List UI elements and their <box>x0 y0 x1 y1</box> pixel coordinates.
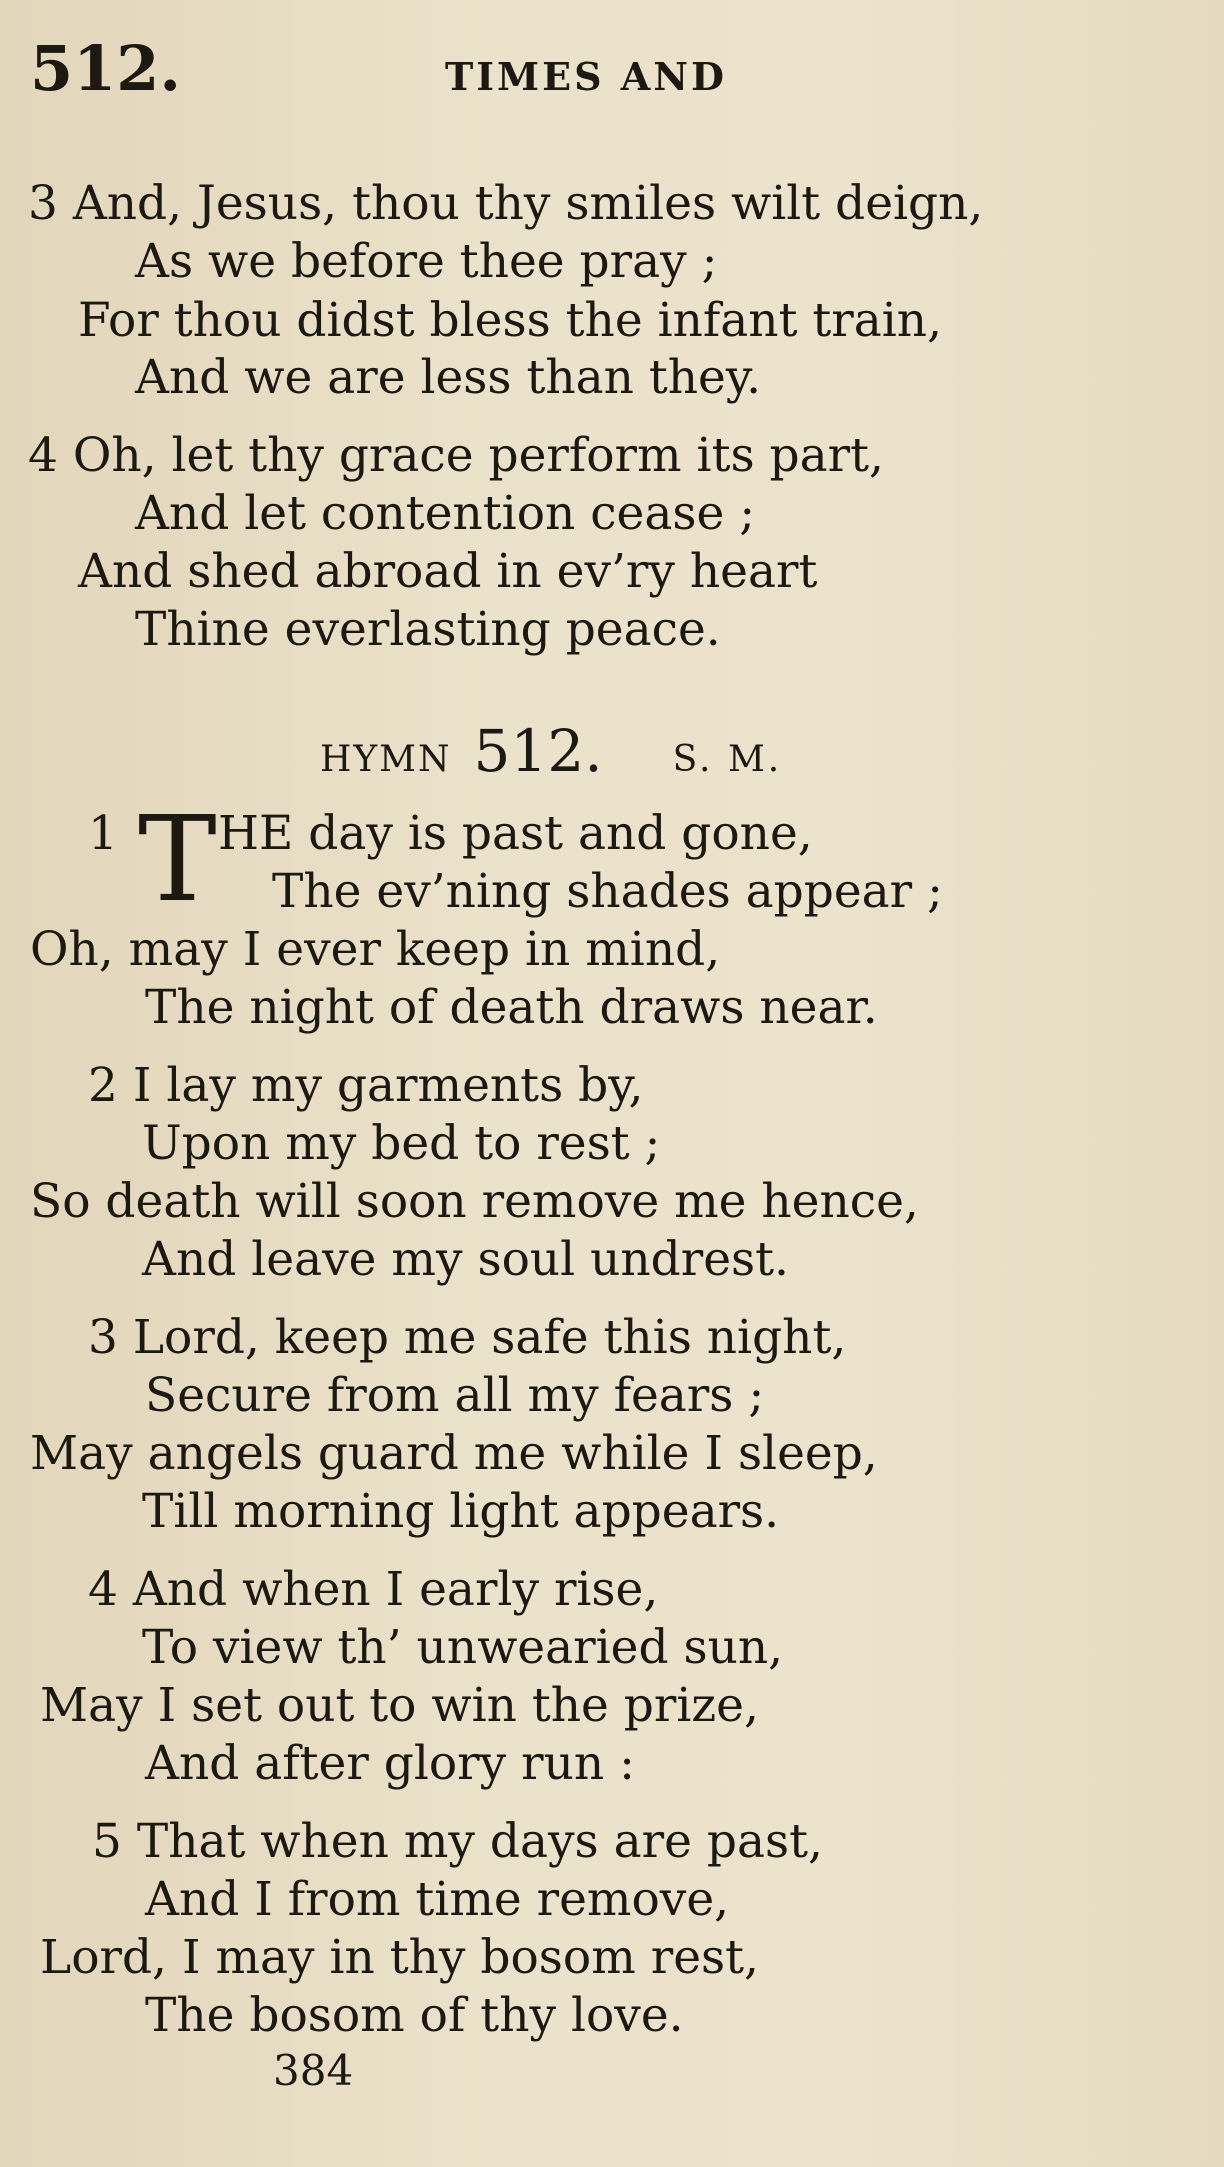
stanza4-line2: To view th’ unwearied sun, <box>142 1620 784 1675</box>
stanza1-number: 1 <box>88 806 118 861</box>
hymn-heading <box>320 717 783 785</box>
prev-stanza4-line1: 4 Oh, let thy grace perform its part, <box>28 428 884 483</box>
stanza2-line2: Upon my bed to rest ; <box>142 1116 661 1171</box>
page-number: 512. <box>30 32 182 105</box>
prev-stanza3-line1: 3 And, Jesus, thou thy smiles wilt deign, <box>28 176 984 231</box>
stanza5-line4: The bosom of thy love. <box>145 1988 684 2043</box>
stanza4-line4: And after glory run : <box>145 1736 635 1791</box>
hymn-label: HYMN <box>320 739 452 780</box>
stanza2-line1: 2 I lay my garments by, <box>88 1058 644 1113</box>
stanza5-line2: And I from time remove, <box>145 1872 730 1927</box>
hymn-number: 512. <box>473 717 603 785</box>
running-title: TIMES AND <box>445 54 727 99</box>
prev-stanza3-line4: And we are less than they. <box>135 350 762 405</box>
stanza2-line4: And leave my soul undrest. <box>142 1232 789 1287</box>
prev-stanza3-line2: As we before thee pray ; <box>135 234 718 289</box>
stanza2-line3: So death will soon remove me hence, <box>30 1174 919 1229</box>
stanza1-line4: The night of death draws near. <box>145 980 878 1035</box>
stanza3-line3: May angels guard me while I sleep, <box>30 1426 878 1481</box>
drop-cap: T <box>138 790 217 928</box>
prev-stanza4-line4: Thine everlasting peace. <box>135 602 721 657</box>
stanza3-line2: Secure from all my fears ; <box>145 1368 765 1423</box>
stanza5-line3: Lord, I may in thy bosom rest, <box>40 1930 759 1985</box>
prev-stanza3-line3: For thou didst bless the infant train, <box>78 293 943 348</box>
hymn-meter: S. M. <box>672 739 783 780</box>
stanza1-line3: Oh, may I ever keep in mind, <box>30 922 721 977</box>
stanza5-line1: 5 That when my days are past, <box>92 1814 823 1869</box>
stanza3-line4: Till morning light appears. <box>142 1484 780 1539</box>
prev-stanza4-line3: And shed abroad in ev’ry heart <box>78 544 818 599</box>
signature-mark: 384 <box>273 2046 354 2095</box>
stanza4-line3: May I set out to win the prize, <box>40 1678 759 1733</box>
stanza1-line1: HE day is past and gone, <box>218 806 813 861</box>
prev-stanza4-line2: And let contention cease ; <box>135 486 756 541</box>
stanza4-line1: 4 And when I early rise, <box>88 1562 659 1617</box>
stanza3-line1: 3 Lord, keep me safe this night, <box>88 1310 847 1365</box>
stanza1-line2: The ev’ning shades appear ; <box>272 864 943 919</box>
